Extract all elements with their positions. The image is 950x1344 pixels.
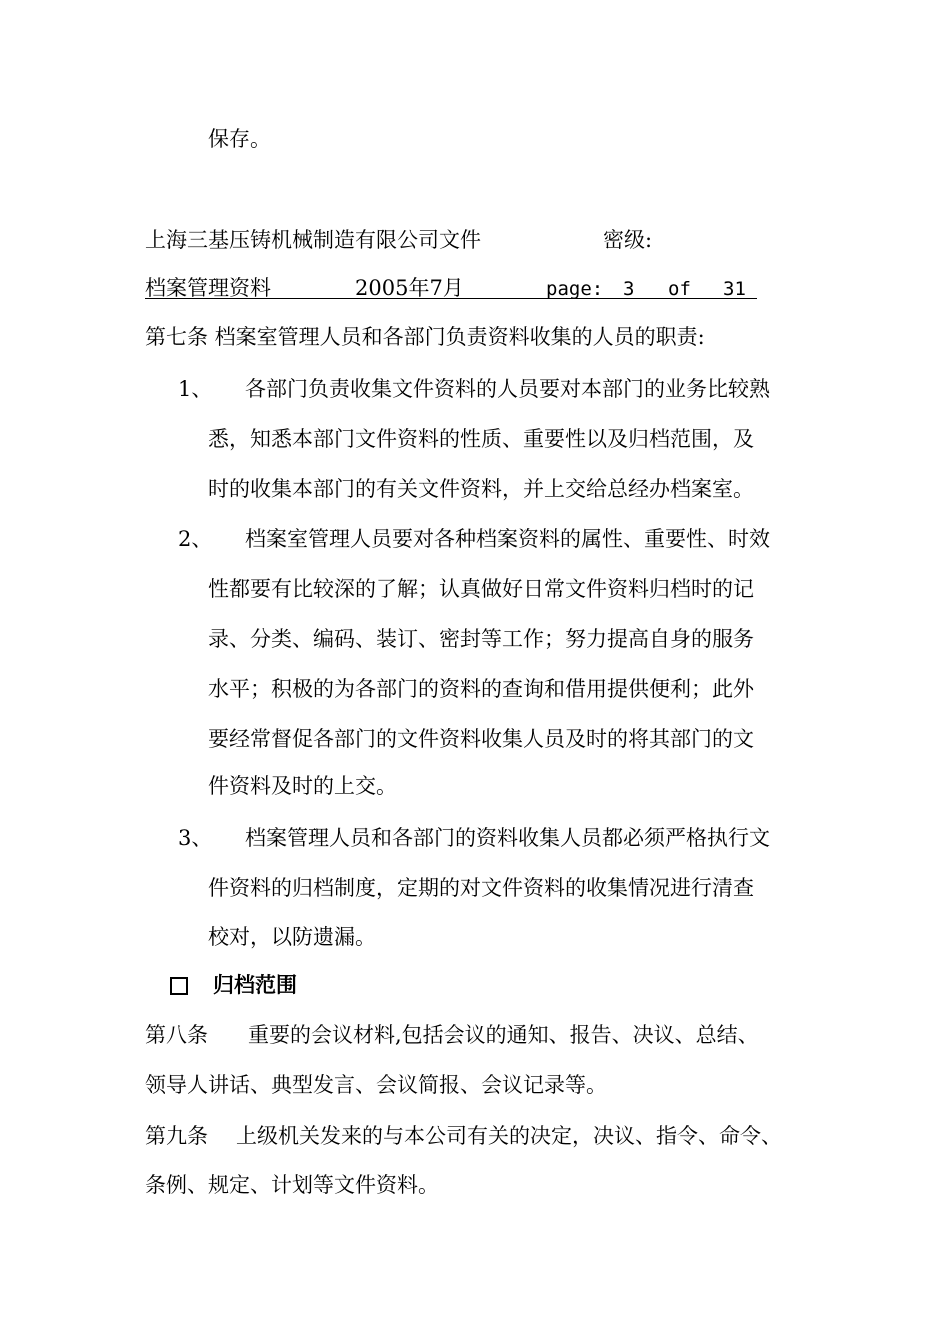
article8-line: 领导人讲话、典型发言、会议简报、会议记录等。 [145,1073,607,1097]
article7-item-2-num: 2、 [178,527,213,551]
article7-item-2-line: 性都要有比较深的了解；认真做好日常文件资料归档时的记 [208,577,754,601]
article7-item-3-num: 3、 [178,826,213,850]
header-page-total: 31 [723,278,746,300]
article7-item-2-line: 要经常督促各部门的文件资料收集人员及时的将其部门的文 [208,727,754,751]
article7-item-3-line: 校对，以防遗漏。 [208,925,376,949]
article7-item-3-line: 件资料的归档制度，定期的对文件资料的收集情况进行清查 [208,876,754,900]
article8-label: 第八条 [145,1023,208,1047]
header-date: 2005年7月 [355,276,464,300]
header-company: 上海三基压铸机械制造有限公司文件 [145,228,481,252]
article8-line: 重要的会议材料,包括会议的通知、报告、决议、总结、 [248,1023,759,1047]
article7-item-2-line: 档案室管理人员要对各种档案资料的属性、重要性、时效 [245,527,770,551]
header-doc-name: 档案管理资料 [145,276,271,300]
article9-line: 上级机关发来的与本公司有关的决定，决议、指令、命令、 [236,1124,782,1148]
header-of-label: of [668,278,691,300]
header-underline [145,298,757,299]
header-page-label: page: [546,278,604,300]
header-page-num: 3 [623,278,635,300]
article7-title: 第七条 档案室管理人员和各部门负责资料收集的人员的职责: [145,325,705,349]
carryover-text: 保存。 [208,127,271,151]
article7-item-2-line: 录、分类、编码、装订、密封等工作；努力提高自身的服务 [208,627,754,651]
article7-item-1-line: 各部门负责收集文件资料的人员要对本部门的业务比较熟 [245,377,770,401]
article7-item-1-line: 时的收集本部门的有关文件资料，并上交给总经办档案室。 [208,477,754,501]
article9-line: 条例、规定、计划等文件资料。 [145,1173,439,1197]
article7-item-2-line: 水平；积极的为各部门的资料的查询和借用提供便利；此外 [208,677,754,701]
article7-item-1-line: 悉，知悉本部门文件资料的性质、重要性以及归档范围，及 [208,427,754,451]
header-secret-label: 密级: [603,228,653,252]
checkbox-icon [170,977,188,995]
article7-item-1-num: 1、 [178,377,213,401]
article7-item-3-line: 档案管理人员和各部门的资料收集人员都必须严格执行文 [245,826,770,850]
article9-label: 第九条 [145,1124,208,1148]
section-title: 归档范围 [213,972,297,997]
article7-item-2-line: 件资料及时的上交。 [208,774,397,798]
